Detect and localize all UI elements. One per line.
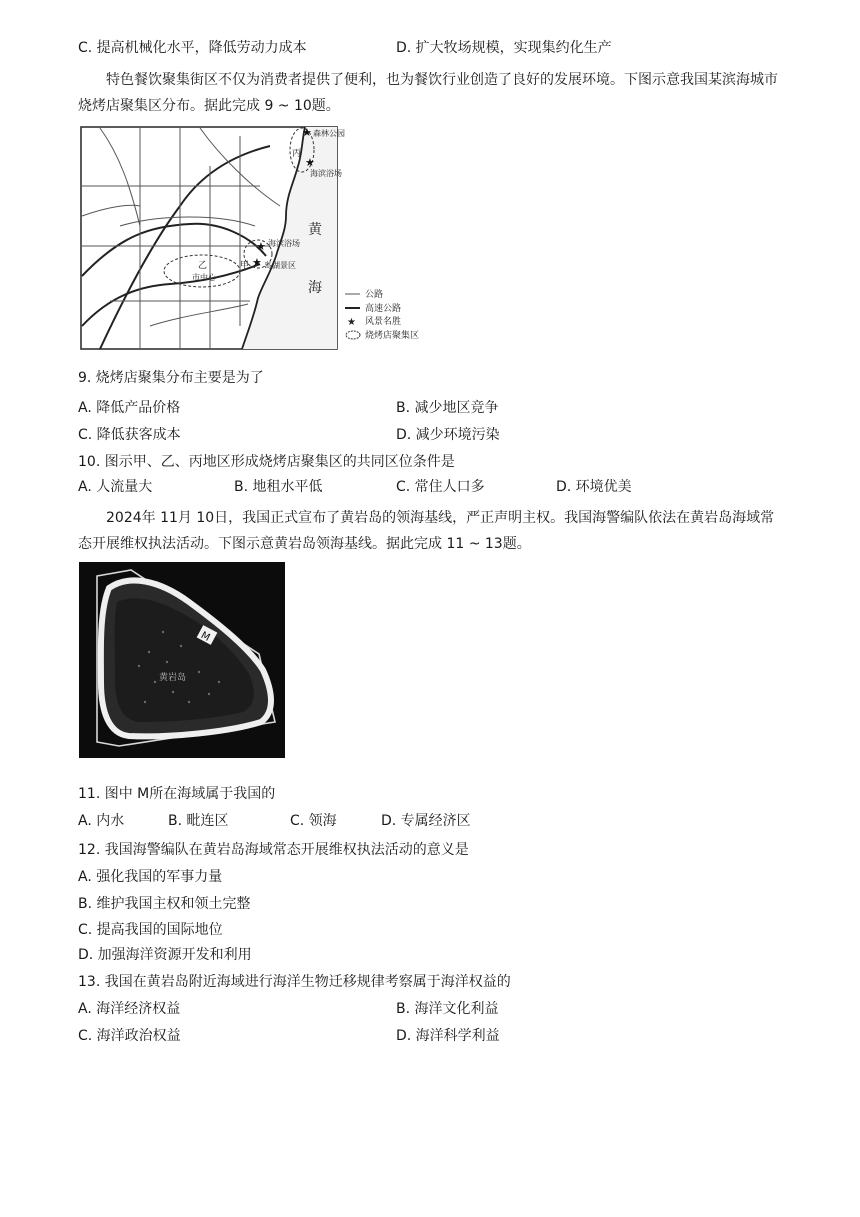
q11-option-d: D. 专属经济区 <box>381 813 471 829</box>
q12-option-d: D. 加强海洋资源开发和利用 <box>78 947 252 963</box>
label-beach-north: 海滨浴场 <box>310 169 342 178</box>
label-sea-1: 黄 <box>308 222 322 238</box>
label-m: M <box>198 630 212 644</box>
q9-stem: 9. 烧烤店聚集分布主要是为了 <box>78 370 264 386</box>
star-icon: ★ <box>302 126 312 139</box>
label-lake-scenic: 岛湖景区 <box>264 261 296 270</box>
q9-option-c: C. 降低获客成本 <box>78 427 181 443</box>
q11-stem: 11. 图中 M所在海域属于我国的 <box>78 786 276 802</box>
legend-bbq-cluster: 烧烤店聚集区 <box>365 331 420 341</box>
intro-paragraph-11-13: 2024年 11月 10日，我国正式宣布了黄岩岛的领海基线，严正声明主权。我国海警编队依法在黄岩岛海域常态开展维权执法活动。下图示意黄岩岛领海基线。据此完成 11 ~ 13题。 <box>78 510 775 552</box>
q10-option-a: A. 人流量大 <box>78 479 153 495</box>
label-city-center: 市中心 <box>192 273 216 282</box>
q10-stem: 10. 图示甲、乙、丙地区形成烧烤店聚集区的共同区位条件是 <box>78 454 455 470</box>
q13-option-b: B. 海洋文化利益 <box>396 1001 499 1017</box>
intro-paragraph-9-10: 特色餐饮聚集街区不仅为消费者提供了便利，也为餐饮行业创造了良好的发展环境。下图示意我国某滨海城市烧烤店聚集区分布。据此完成 9 ~ 10题。 <box>78 72 778 114</box>
q9-option-b: B. 减少地区竞争 <box>396 400 499 416</box>
label-sea-2: 海 <box>308 280 322 296</box>
legend-highway: 高速公路 <box>365 304 402 314</box>
star-icon: ★ <box>256 240 266 253</box>
q11-option-c: C. 领海 <box>290 813 337 829</box>
q12-option-a: A. 强化我国的军事力量 <box>78 869 223 885</box>
q13-stem: 13. 我国在黄岩岛附近海域进行海洋生物迁移规律考察属于海洋权益的 <box>78 974 511 990</box>
q9-option-d: D. 减少环境污染 <box>396 427 500 443</box>
label-forest-park: 森林公园 <box>313 129 345 138</box>
bbq-cluster-map <box>80 126 435 350</box>
q10-option-d: D. 环境优美 <box>556 479 632 495</box>
legend-scenic: 风景名胜 <box>365 317 402 327</box>
q10-option-c: C. 常住人口多 <box>396 479 485 495</box>
q12-stem: 12. 我国海警编队在黄岩岛海域常态开展维权执法活动的意义是 <box>78 842 469 858</box>
huangyan-island-figure <box>79 562 285 758</box>
q8-option-d: D. 扩大牧场规模，实现集约化生产 <box>396 40 612 56</box>
q13-option-c: C. 海洋政治权益 <box>78 1028 181 1044</box>
q11-option-a: A. 内水 <box>78 813 125 829</box>
q13-option-a: A. 海洋经济权益 <box>78 1001 181 1017</box>
star-icon: ★ <box>305 156 315 169</box>
q8-option-c: C. 提高机械化水平，降低劳动力成本 <box>78 40 307 56</box>
q11-option-b: B. 毗连区 <box>168 813 229 829</box>
star-icon: ★ <box>347 317 356 328</box>
label-bing: 丙 <box>292 149 302 159</box>
legend-road: 公路 <box>365 290 384 300</box>
q9-option-a: A. 降低产品价格 <box>78 400 181 416</box>
q12-option-c: C. 提高我国的国际地位 <box>78 922 223 938</box>
label-island-name: 黄岩岛 <box>159 673 187 683</box>
label-beach-south: 海滨浴场 <box>268 239 300 248</box>
q13-option-d: D. 海洋科学利益 <box>396 1028 500 1044</box>
label-yi: 乙 <box>198 261 208 271</box>
q12-option-b: B. 维护我国主权和领土完整 <box>78 896 251 912</box>
q10-option-b: B. 地租水平低 <box>234 479 323 495</box>
map-legend <box>345 288 419 341</box>
label-jia: 甲 <box>240 261 250 271</box>
star-icon: ★ <box>252 256 262 269</box>
